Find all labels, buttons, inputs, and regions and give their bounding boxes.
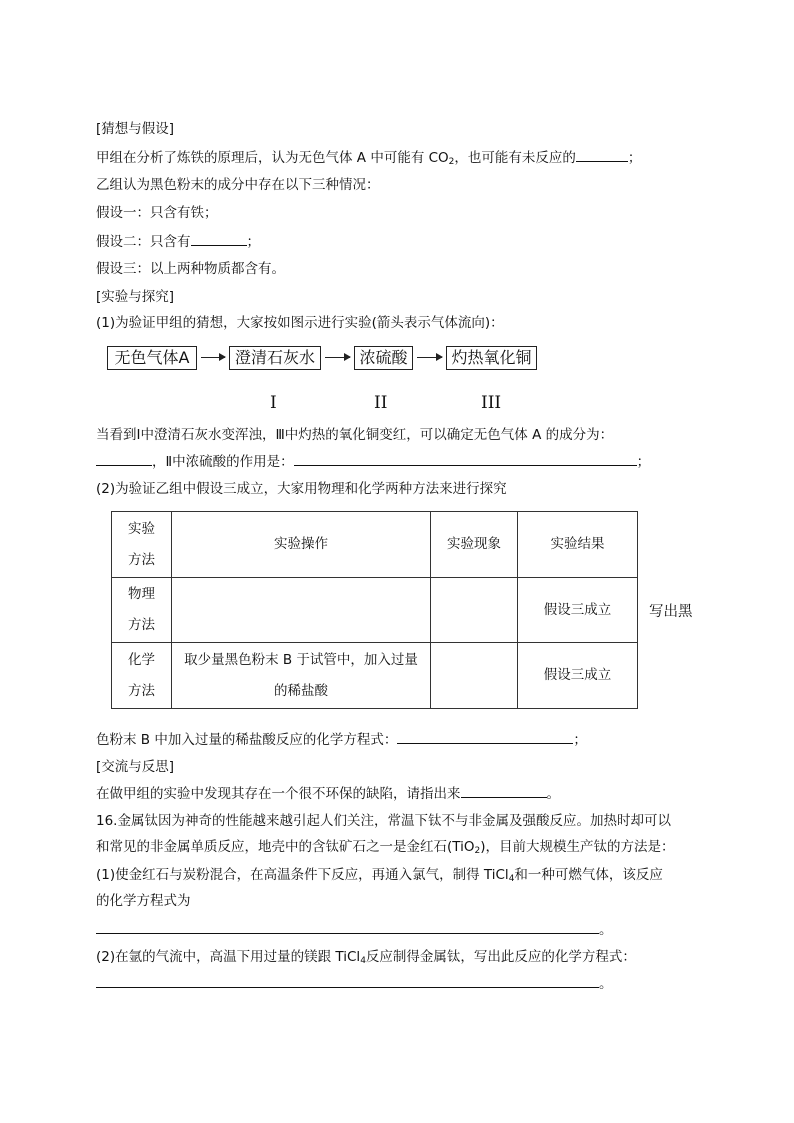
answer-blank[interactable] bbox=[96, 972, 599, 988]
table-header-phenomenon: 实验现象 bbox=[431, 512, 518, 578]
reflection-line: 在做甲组的实验中发现其存在一个很不环保的缺陷，请指出来 。 bbox=[96, 782, 560, 804]
flow-arrow bbox=[201, 357, 225, 358]
answer-blank[interactable] bbox=[96, 918, 599, 934]
flow-box-gas-a: 无色气体A bbox=[107, 346, 197, 370]
hypothesis-line-1: 甲组在分析了炼铁的原理后，认为无色气体 A 中可能有 $CO_2$，也可能有未反应的 ； bbox=[96, 146, 641, 168]
answer-blank[interactable] bbox=[294, 450, 637, 466]
question-1-intro: (1)为验证甲组的猜想，大家按如图示进行实验(箭头表示气体流向)： bbox=[96, 315, 504, 331]
answer-blank[interactable] bbox=[576, 146, 628, 162]
table-cell-phenomenon[interactable] bbox=[431, 643, 518, 709]
answer-blank[interactable] bbox=[461, 782, 547, 798]
label-numeral-2: II bbox=[374, 393, 388, 413]
table-header-method: 实验方法 bbox=[112, 512, 172, 578]
label-numeral-1: I bbox=[270, 393, 277, 413]
table-cell-method: 物理方法 bbox=[112, 578, 172, 643]
observation-answer-line: ，Ⅱ中浓硫酸的作用是： ； bbox=[96, 450, 650, 472]
hypothesis-3: 假设三：以上两种物质都含有。 bbox=[96, 261, 285, 277]
question-16-part-2-answer: 。 bbox=[96, 972, 613, 994]
hypothesis-2: 假设二：只含有 ； bbox=[96, 230, 260, 252]
hypothesis-1: 假设一：只含有铁； bbox=[96, 205, 218, 221]
answer-blank[interactable] bbox=[96, 450, 152, 466]
table-cell-phenomenon[interactable] bbox=[431, 578, 518, 643]
flow-arrow bbox=[325, 357, 350, 358]
label-numeral-3: III bbox=[481, 393, 502, 413]
question-16-part-1-answer: 。 bbox=[96, 918, 613, 940]
question-16-part-1-line-2: 的化学方程式为 bbox=[96, 893, 191, 909]
section-header-experiment: [实验与探究] bbox=[96, 289, 175, 305]
question-16-line-2: 和常见的非金属单质反应，地壳中的含钛矿石之一是金红石(TiO$_2$)，目前大规模生产钛的方法是： bbox=[96, 839, 675, 856]
table-cell-method: 化学方法 bbox=[112, 643, 172, 709]
flow-box-copper-oxide: 灼热氧化铜 bbox=[446, 346, 537, 370]
flow-arrow bbox=[417, 357, 442, 358]
table-cell-result: 假设三成立 bbox=[518, 643, 638, 709]
flow-box-sulfuric-acid: 浓硫酸 bbox=[354, 346, 413, 370]
table-cell-operation[interactable] bbox=[172, 578, 431, 643]
question-2-intro: (2)为验证乙组中假设三成立，大家用物理和化学两种方法来进行探究 bbox=[96, 481, 507, 497]
equation-prompt: 色粉末 B 中加入过量的稀盐酸反应的化学方程式： ； bbox=[96, 728, 587, 750]
observation-line: 当看到Ⅰ中澄清石灰水变浑浊，Ⅲ中灼热的氧化铜变红，可以确定无色气体 A 的成分为： bbox=[96, 427, 614, 443]
question-16-line-1: 16.金属钛因为神奇的性能越来越引起人们关注，常温下钛不与非金属及强酸反应。加热时却可以 bbox=[96, 813, 671, 829]
answer-blank[interactable] bbox=[191, 230, 247, 246]
section-header-hypothesis: [猜想与假设] bbox=[96, 121, 175, 137]
answer-blank[interactable] bbox=[397, 728, 573, 744]
table-cell-operation: 取少量黑色粉末 B 于试管中，加入过量 的稀盐酸 bbox=[172, 643, 431, 709]
table-cell-result: 假设三成立 bbox=[518, 578, 638, 643]
question-16-part-1: (1)使金红石与炭粉混合，在高温条件下反应，再通入氯气，制得 TiCl$_4$和一种可燃气体，该反应 bbox=[96, 867, 663, 884]
table-header-operation: 实验操作 bbox=[172, 512, 431, 578]
question-16-part-2: (2)在氩的气流中，高温下用过量的镁跟 TiCl$_4$反应制得金属钛，写出此反应的化学方程式： bbox=[96, 949, 636, 966]
experiment-table bbox=[111, 511, 638, 709]
table-header-result: 实验结果 bbox=[518, 512, 638, 578]
flow-box-limewater: 澄清石灰水 bbox=[229, 346, 321, 370]
hypothesis-line-2: 乙组认为黑色粉末的成分中存在以下三种情况： bbox=[96, 177, 380, 193]
section-header-reflection: [交流与反思] bbox=[96, 759, 175, 775]
side-text: 写出黑 bbox=[649, 604, 693, 620]
